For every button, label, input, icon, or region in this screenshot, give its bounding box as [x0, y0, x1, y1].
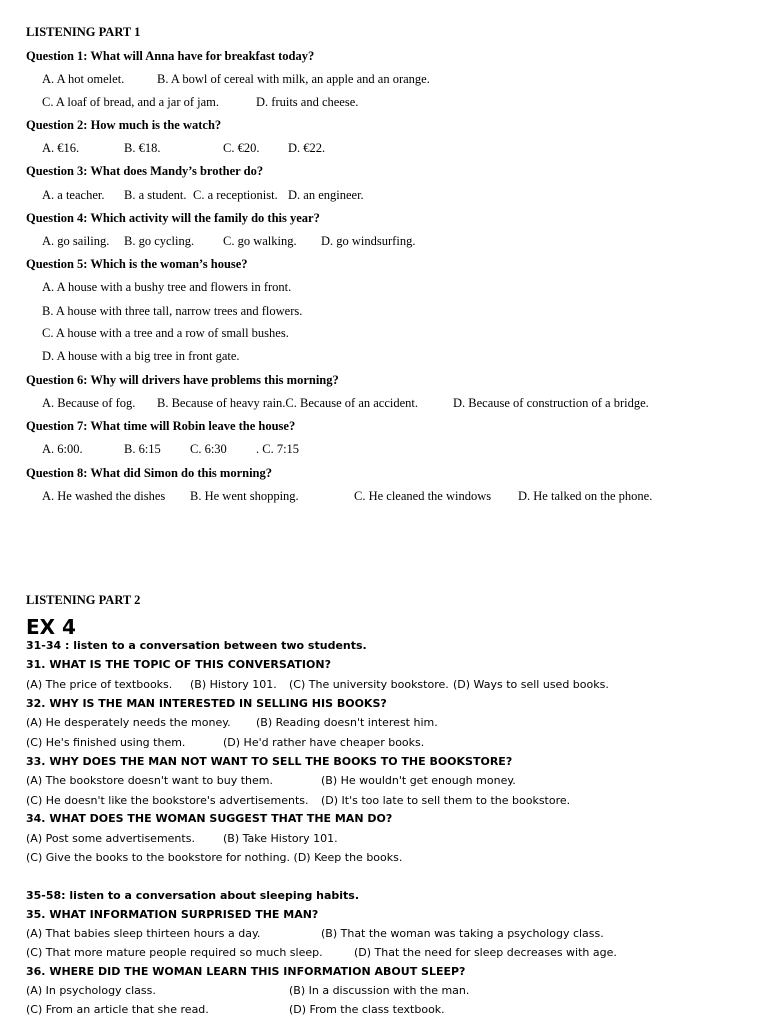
question-36: 36. WHERE DID THE WOMAN LEARN THIS INFORMATION ABOUT SLEEP?	[26, 965, 466, 978]
q31-option-c: (C) The university bookstore.	[289, 678, 449, 691]
question-1: Question 1: What will Anna have for breakfast today?	[26, 49, 315, 63]
q33-option-a: (A) The bookstore doesn't want to buy them.	[26, 774, 273, 787]
q1-option-b: B. A bowl of cereal with milk, an apple and an orange.	[157, 72, 430, 86]
q3-option-a: A. a teacher.	[42, 188, 105, 202]
question-6: Question 6: Why will drivers have problems this morning?	[26, 373, 339, 387]
question-3: Question 3: What does Mandy’s brother do?	[26, 164, 264, 178]
q6-option-b: B. Because of heavy rain.C. Because of an accident.	[157, 396, 419, 410]
part2-title: LISTENING PART 2	[26, 593, 141, 607]
q36-option-c: (C) From an article that she read.	[26, 1003, 209, 1016]
q32-option-a: (A) He desperately needs the money.	[26, 716, 231, 729]
q1-option-c: C. A loaf of bread, and a jar of jam.	[42, 95, 220, 109]
q31-option-a: (A) The price of textbooks.	[26, 678, 173, 691]
question-31: 31. WHAT IS THE TOPIC OF THIS CONVERSATION?	[26, 658, 331, 671]
question-35: 35. WHAT INFORMATION SURPRISED THE MAN?	[26, 908, 319, 921]
q5-option-b: B. A house with three tall, narrow trees and flowers.	[42, 304, 303, 318]
q33-option-d: (D) It's too late to sell them to the bookstore.	[321, 794, 571, 807]
q4-option-a: A. go sailing.	[42, 234, 110, 248]
q6-option-a: A. Because of fog.	[42, 396, 136, 410]
q34-option-b: (B) Take History 101.	[223, 832, 338, 845]
q3-option-b: B. a student.	[124, 188, 187, 202]
q2-option-b: B. €18.	[124, 141, 161, 155]
q34-option-a: (A) Post some advertisements.	[26, 832, 195, 845]
q35-option-a: (A) That babies sleep thirteen hours a day.	[26, 927, 261, 940]
q8-option-c: C. He cleaned the windows	[354, 489, 492, 503]
question-33: 33. WHY DOES THE MAN NOT WANT TO SELL THE BOOKS TO THE BOOKSTORE?	[26, 755, 513, 768]
part1-title: LISTENING PART 1	[26, 25, 141, 39]
q7-option-c: C. 6:30	[190, 442, 227, 456]
q4-option-d: D. go windsurfing.	[321, 234, 416, 248]
q32-option-d: (D) He'd rather have cheaper books.	[223, 736, 425, 749]
question-7: Question 7: What time will Robin leave the house?	[26, 419, 296, 433]
question-34: 34. WHAT DOES THE WOMAN SUGGEST THAT THE MAN DO?	[26, 812, 393, 825]
q2-option-a: A. €16.	[42, 141, 80, 155]
question-2: Question 2: How much is the watch?	[26, 118, 222, 132]
section-intro-31-34: 31-34 : listen to a conversation between two students.	[26, 639, 367, 652]
q36-option-a: (A) In psychology class.	[26, 984, 156, 997]
q32-option-b: (B) Reading doesn't interest him.	[256, 716, 438, 729]
q32-option-c: (C) He's finished using them.	[26, 736, 186, 749]
q31-option-d: (D) Ways to sell used books.	[453, 678, 609, 691]
q1-option-a: A. A hot omelet.	[42, 72, 125, 86]
q3-option-c: C. a receptionist.	[193, 188, 278, 202]
question-5: Question 5: Which is the woman’s house?	[26, 257, 248, 271]
q8-option-a: A. He washed the dishes	[42, 489, 166, 503]
q33-option-b: (B) He wouldn't get enough money.	[321, 774, 516, 787]
q2-option-d: D. €22.	[288, 141, 326, 155]
q7-option-d: . C. 7:15	[256, 442, 300, 456]
q31-option-b: (B) History 101.	[190, 678, 277, 691]
q35-option-d: (D) That the need for sleep decreases with age.	[354, 946, 617, 959]
section-intro-35-58: 35-58: listen to a conversation about sleeping habits.	[26, 889, 360, 902]
question-4: Question 4: Which activity will the family do this year?	[26, 211, 320, 225]
q36-option-d: (D) From the class textbook.	[289, 1003, 445, 1016]
exercise-heading: EX 4	[26, 615, 76, 639]
q5-option-d: D. A house with a big tree in front gate.	[42, 349, 240, 363]
q35-option-c: (C) That more mature people required so much sleep.	[26, 946, 323, 959]
q5-option-a: A. A house with a bushy tree and flowers in front.	[42, 280, 292, 294]
q7-option-a: A. 6:00.	[42, 442, 83, 456]
q33-option-c: (C) He doesn't like the bookstore's advertisements.	[26, 794, 309, 807]
q4-option-c: C. go walking.	[223, 234, 297, 248]
q8-option-b: B. He went shopping.	[190, 489, 299, 503]
question-8: Question 8: What did Simon do this morning?	[26, 466, 273, 480]
q6-option-d: D. Because of construction of a bridge.	[453, 396, 649, 410]
question-32: 32. WHY IS THE MAN INTERESTED IN SELLING HIS BOOKS?	[26, 697, 387, 710]
q34-option-c: (C) Give the books to the bookstore for nothing. (D) Keep the books.	[26, 851, 403, 864]
q8-option-d: D. He talked on the phone.	[518, 489, 653, 503]
q36-option-b: (B) In a discussion with the man.	[289, 984, 470, 997]
q7-option-b: B. 6:15	[124, 442, 161, 456]
q4-option-b: B. go cycling.	[124, 234, 195, 248]
q35-option-b: (B) That the woman was taking a psychology class.	[321, 927, 604, 940]
q1-option-d: D. fruits and cheese.	[256, 95, 359, 109]
q5-option-c: C. A house with a tree and a row of small bushes.	[42, 326, 289, 340]
q3-option-d: D. an engineer.	[288, 188, 364, 202]
q2-option-c: C. €20.	[223, 141, 260, 155]
